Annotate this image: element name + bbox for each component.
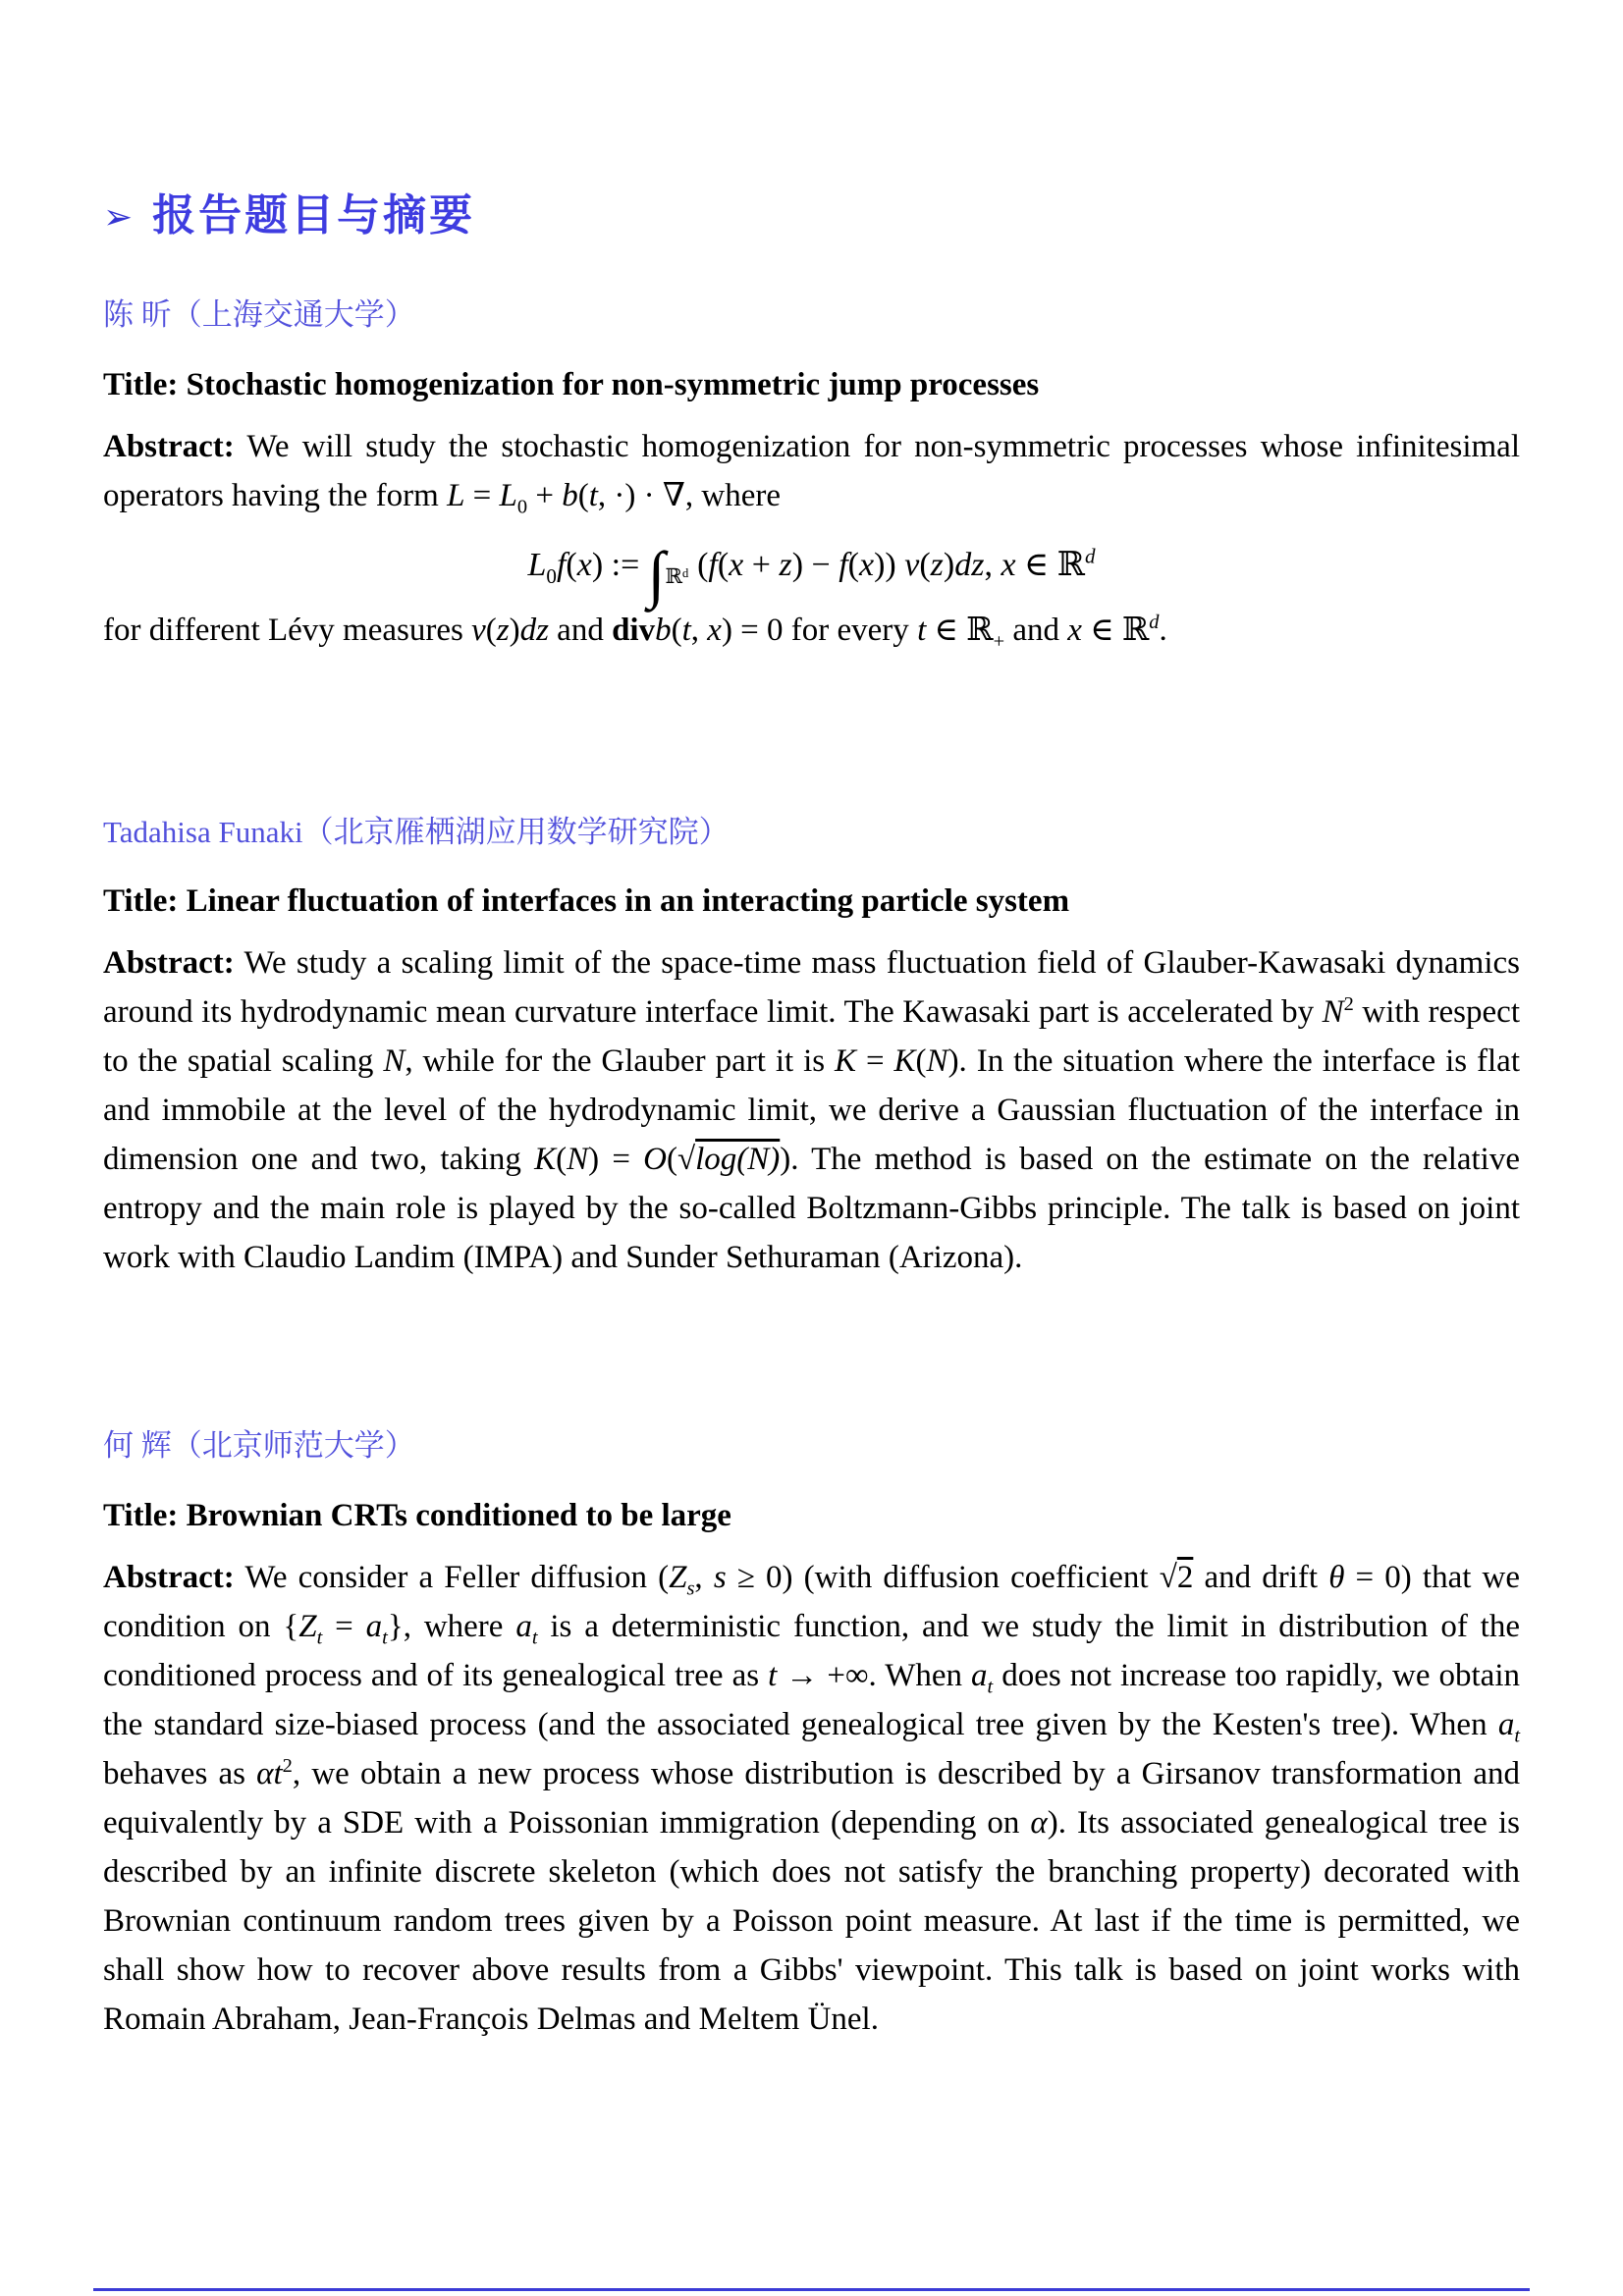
abstract-paragraph: Abstract: We will study the stochastic homogenization for non-symmetric processes whose infinitesimal operators having the form $L = L_0 + b(t$, ·) · ∇, where xyxy=(103,429,1520,518)
abstract-paragraph: Abstract: We study a scaling limit of the space-time mass fluctuation field of Glauber-Kawasaki dynamics around its hydrodynamic mean curvature interface limit. The Kawasaki part is accelerated by $N^2$ with respect to the spatial scaling N, while for the Glauber part it is K = K(N). In the situation where the interface is flat and immobile at the level of the hydrodynamic limit, we derive a Gaussian fluctuation of the interface in dimension one and two, taking K(N) = O(√log(N)). The method is based on the estimate on the relative entropy and the main role is played by the so-called Boltzmann-Gibbs principle. The talk is based on joint work with Claudio Landim (IMPA) and Sunder Sethuraman (Arizona). xyxy=(103,945,1520,1276)
abstract-paragraph: Abstract: We consider a Feller diffusion ($Z_s$, s ≥ 0) (with diffusion coefficient √2 and drift θ = 0) that we condition on $\{Z_t = a_t\}$, where $a_t$ is a deterministic function, and we study the limit in distribution of the conditioned process and of its genealogical tree as t → +∞. When $a_t$ does not increase too rapidly, we obtain the standard size-biased process (and the associated genealogical tree given by the Kesten's tree). When $a_t$ behaves as $\alpha t^2$, we obtain a new process whose distribution is described by a Girsanov transformation and equivalently by a SDE with a Poissonian immigration (depending on α). Its associated genealogical tree is described by an infinite discrete skeleton (which does not satisfy the branching property) decorated with Brownian continuum random trees given by a Poisson point measure. At last if the time is permitted, we shall show how to recover above results from a Gibbs' viewpoint. This talk is based on joint works with Romain Abraham, Jean-François Delmas and Meltem Ünel. xyxy=(103,1559,1520,2037)
speaker-name: 何 辉（北京师范大学） xyxy=(103,1428,415,1464)
arrow-bullet-icon: ➢ xyxy=(103,197,134,239)
talk-section-tadahisa-funaki xyxy=(103,814,1520,1283)
footer-rule xyxy=(93,2288,1530,2291)
abstract-paragraph: for different Lévy measures ν(z)dz and divb(t, x) = 0 for every t ∈ ℝ$_+$ and x ∈ ℝ$^d$. xyxy=(103,611,1167,653)
section-header xyxy=(103,192,1520,240)
math-formula: $L_0f(x)$ := $\int_{ℝᵈ}$ (f(x + z) − f(x)) ν(z)dz, x ∈ ℝ$^d$ xyxy=(527,538,1096,610)
talk-title: Title: Stochastic homogenization for non-symmetric jump processes xyxy=(103,367,1040,403)
talk-section-he-hui xyxy=(103,1427,1520,2044)
page-title: 报告题目与摘要 xyxy=(152,190,476,240)
talk-title: Title: Linear fluctuation of interfaces in an interacting particle system xyxy=(103,883,1070,920)
talk-section-chen-xin xyxy=(103,296,1520,654)
talk-title: Title: Brownian CRTs conditioned to be large xyxy=(103,1498,731,1534)
speaker-name: Tadahisa Funaki（北京雁栖湖应用数学研究院） xyxy=(103,814,730,849)
speaker-name: 陈 昕（上海交通大学） xyxy=(103,297,415,333)
